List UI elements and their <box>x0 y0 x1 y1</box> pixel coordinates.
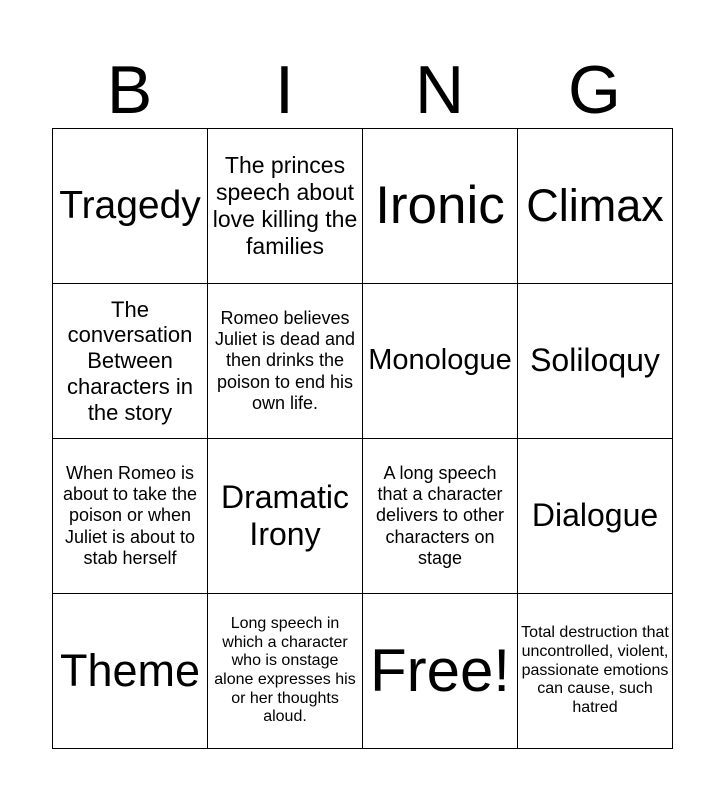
bingo-cell[interactable]: A long speech that a character delivers to other characters on stage <box>363 439 518 594</box>
bingo-cell[interactable]: Monologue <box>363 284 518 439</box>
bingo-cell[interactable]: Theme <box>53 594 208 749</box>
bingo-cell[interactable]: Romeo believes Juliet is dead and then drinks the poison to end his own life. <box>208 284 363 439</box>
bingo-cell[interactable]: Total destruction that uncontrolled, violent, passionate emotions can cause, such hatred <box>518 594 673 749</box>
bingo-cell[interactable]: The conversation Between characters in the story <box>53 284 208 439</box>
bingo-cell[interactable]: Tragedy <box>53 129 208 284</box>
bingo-cell[interactable]: Dramatic Irony <box>208 439 363 594</box>
header-letter-g: G <box>568 52 621 128</box>
bingo-card <box>52 128 673 749</box>
header-letter-i: I <box>275 52 294 128</box>
bingo-cell[interactable]: Climax <box>518 129 673 284</box>
free-space-cell[interactable]: Free! <box>363 594 518 749</box>
bingo-cell[interactable]: The princes speech about love killing the families <box>208 129 363 284</box>
bingo-cell[interactable]: Dialogue <box>518 439 673 594</box>
bingo-cell[interactable]: Long speech in which a character who is onstage alone expresses his or her thoughts aloud. <box>208 594 363 749</box>
bingo-header <box>52 50 672 130</box>
bingo-row <box>53 284 673 439</box>
header-letter-b: B <box>106 52 153 128</box>
bingo-row <box>53 594 673 749</box>
header-letter-n: N <box>414 52 465 128</box>
bingo-cell[interactable]: Soliloquy <box>518 284 673 439</box>
bingo-cell[interactable]: Ironic <box>363 129 518 284</box>
bingo-cell[interactable]: When Romeo is about to take the poison or when Juliet is about to stab herself <box>53 439 208 594</box>
bingo-row <box>53 129 673 284</box>
bingo-row <box>53 439 673 594</box>
